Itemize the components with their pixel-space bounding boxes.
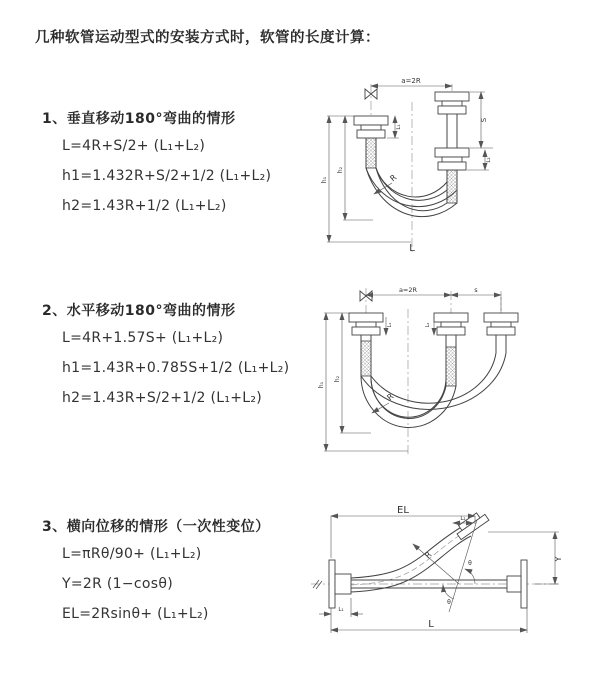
section3-formula-L: L=πRθ/90+ (L₁+L₂) xyxy=(62,546,202,562)
section1-formula-L: L=4R+S/2+ (L₁+L₂) xyxy=(62,138,206,154)
section1-formula-h1: h1=1.432R+S/2+1/2 (L₁+L₂) xyxy=(62,168,272,184)
diagram-horizontal-180-bend xyxy=(316,283,598,458)
dim-label-a2R: a=2R xyxy=(401,77,421,85)
dim-label-L2: L₂ xyxy=(460,516,466,522)
diagram-vertical-180-bend xyxy=(315,70,595,255)
hose-lines xyxy=(361,335,506,427)
angle-label-theta-upper: θ xyxy=(468,560,472,567)
dimension-lines xyxy=(327,86,493,242)
dim-label-L1: L₁ xyxy=(396,124,402,130)
section3-heading: 3、横向位移的情形（一次性变位） xyxy=(42,519,270,535)
section1-formula-h2: h2=1.43R+1/2 (L₁+L₂) xyxy=(62,198,227,214)
dim-label-h1: h₁ xyxy=(321,176,328,184)
dim-label-L1: L₁ xyxy=(387,322,393,328)
radius-label-R: R xyxy=(388,172,399,184)
dim-label-L2: L₂ xyxy=(486,157,492,163)
page-title: 几种软管运动型式的安装方式时，软管的长度计算： xyxy=(35,30,380,46)
angle-label-theta-lower: θ xyxy=(447,599,451,606)
dim-label-h2: h₂ xyxy=(334,375,341,383)
dim-label-EL: EL xyxy=(397,505,409,516)
dim-label-s: s xyxy=(474,286,478,294)
length-label-L: L xyxy=(409,243,415,254)
length-label-L: L xyxy=(428,619,434,630)
braid-sections xyxy=(361,341,456,386)
section1-heading: 1、垂直移动180°弯曲的情形 xyxy=(42,111,236,127)
section2-heading: 2、水平移动180°弯曲的情形 xyxy=(42,303,236,319)
section3-formula-EL: EL=2Rsinθ+ (L₁+L₂) xyxy=(62,606,209,622)
radius-label-R: R xyxy=(385,391,396,403)
fittings xyxy=(349,313,518,335)
dim-label-h1: h₁ xyxy=(318,381,325,389)
section2-formula-h2: h2=1.43R+S/2+1/2 (L₁+L₂) xyxy=(62,390,263,406)
dim-label-Y: Y xyxy=(554,556,563,562)
section2-formula-h1: h1=1.43R+0.785S+1/2 (L₁+L₂) xyxy=(62,360,290,376)
dim-label-h2: h₂ xyxy=(337,166,344,174)
dim-label-S: S xyxy=(480,117,488,123)
section3-formula-Y: Y=2R (1−cosθ) xyxy=(62,576,173,592)
radius-label-R: R xyxy=(423,549,434,561)
dim-label-a2R: a=2R xyxy=(398,286,418,294)
dim-label-L2: L₂ xyxy=(425,322,431,328)
diagram3-labels xyxy=(338,505,563,630)
dim-label-L1: L₁ xyxy=(338,607,344,613)
centerlines xyxy=(366,288,501,455)
section2-formula-L: L=4R+1.57S+ (L₁+L₂) xyxy=(62,330,224,346)
diagram-lateral-displacement xyxy=(303,502,600,647)
pipe-break-mark xyxy=(313,580,322,589)
